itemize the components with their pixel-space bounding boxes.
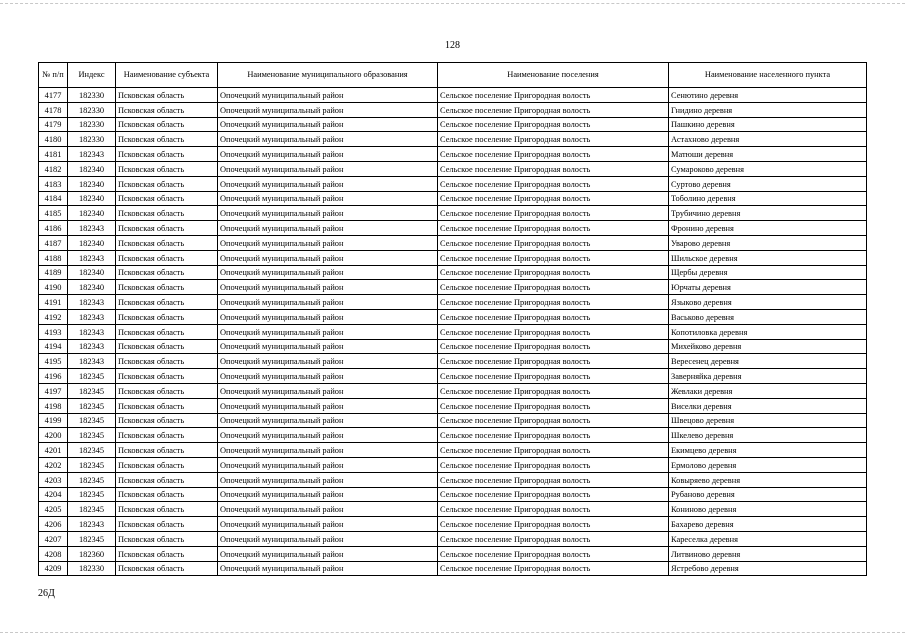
scan-edge-top — [0, 3, 905, 4]
cell-index: 182340 — [68, 235, 116, 250]
cell-subject: Псковская область — [116, 102, 218, 117]
cell-settlement: Сельское поселение Пригородная волость — [438, 339, 669, 354]
cell-municipality: Опочецкий муниципальный район — [218, 117, 438, 132]
cell-number: 4180 — [39, 132, 68, 147]
cell-locality: Ковыряево деревня — [669, 472, 867, 487]
cell-settlement: Сельское поселение Пригородная волость — [438, 309, 669, 324]
cell-number: 4193 — [39, 324, 68, 339]
cell-municipality: Опочецкий муниципальный район — [218, 502, 438, 517]
cell-number: 4183 — [39, 176, 68, 191]
table-row — [39, 502, 867, 517]
cell-settlement: Сельское поселение Пригородная волость — [438, 280, 669, 295]
cell-index: 182343 — [68, 295, 116, 310]
cell-number: 4181 — [39, 147, 68, 162]
cell-municipality: Опочецкий муниципальный район — [218, 102, 438, 117]
cell-subject: Псковская область — [116, 398, 218, 413]
cell-settlement: Сельское поселение Пригородная волость — [438, 221, 669, 236]
table-row — [39, 324, 867, 339]
cell-subject: Псковская область — [116, 176, 218, 191]
cell-subject: Псковская область — [116, 339, 218, 354]
cell-number: 4190 — [39, 280, 68, 295]
cell-subject: Псковская область — [116, 428, 218, 443]
table-row — [39, 369, 867, 384]
cell-municipality: Опочецкий муниципальный район — [218, 487, 438, 502]
cell-subject: Псковская область — [116, 117, 218, 132]
scan-edge-bottom — [0, 632, 905, 633]
cell-municipality: Опочецкий муниципальный район — [218, 324, 438, 339]
table-row — [39, 354, 867, 369]
cell-subject: Псковская область — [116, 221, 218, 236]
cell-settlement: Сельское поселение Пригородная волость — [438, 398, 669, 413]
cell-number: 4184 — [39, 191, 68, 206]
cell-municipality: Опочецкий муниципальный район — [218, 250, 438, 265]
cell-index: 182345 — [68, 531, 116, 546]
cell-settlement: Сельское поселение Пригородная волость — [438, 487, 669, 502]
cell-subject: Псковская область — [116, 457, 218, 472]
cell-settlement: Сельское поселение Пригородная волость — [438, 265, 669, 280]
cell-subject: Псковская область — [116, 309, 218, 324]
header-settlement: Наименование поселения — [438, 63, 669, 88]
cell-settlement: Сельское поселение Пригородная волость — [438, 191, 669, 206]
cell-municipality: Опочецкий муниципальный район — [218, 295, 438, 310]
cell-locality: Шильское деревня — [669, 250, 867, 265]
cell-locality: Шкелево деревня — [669, 428, 867, 443]
cell-number: 4189 — [39, 265, 68, 280]
cell-subject: Псковская область — [116, 369, 218, 384]
cell-municipality: Опочецкий муниципальный район — [218, 354, 438, 369]
cell-settlement: Сельское поселение Пригородная волость — [438, 561, 669, 576]
table-row — [39, 250, 867, 265]
table-row — [39, 443, 867, 458]
cell-locality: Фронино деревня — [669, 221, 867, 236]
cell-index: 182345 — [68, 443, 116, 458]
cell-municipality: Опочецкий муниципальный район — [218, 176, 438, 191]
cell-index: 182330 — [68, 88, 116, 103]
cell-municipality: Опочецкий муниципальный район — [218, 265, 438, 280]
cell-locality: Кареселка деревня — [669, 531, 867, 546]
cell-settlement: Сельское поселение Пригородная волость — [438, 546, 669, 561]
cell-settlement: Сельское поселение Пригородная волость — [438, 502, 669, 517]
cell-locality: Сумароково деревня — [669, 161, 867, 176]
cell-subject: Псковская область — [116, 502, 218, 517]
cell-subject: Псковская область — [116, 235, 218, 250]
table-row — [39, 102, 867, 117]
cell-subject: Псковская область — [116, 472, 218, 487]
cell-index: 182340 — [68, 161, 116, 176]
cell-number: 4208 — [39, 546, 68, 561]
cell-locality: Юрчаты деревня — [669, 280, 867, 295]
cell-locality: Васьково деревня — [669, 309, 867, 324]
table-header-row — [39, 63, 867, 88]
cell-subject: Псковская область — [116, 295, 218, 310]
cell-subject: Псковская область — [116, 324, 218, 339]
cell-number: 4186 — [39, 221, 68, 236]
cell-locality: Астахново деревня — [669, 132, 867, 147]
cell-municipality: Опочецкий муниципальный район — [218, 457, 438, 472]
cell-municipality: Опочецкий муниципальный район — [218, 531, 438, 546]
table-row — [39, 413, 867, 428]
cell-locality: Сенютино деревня — [669, 88, 867, 103]
cell-settlement: Сельское поселение Пригородная волость — [438, 132, 669, 147]
cell-number: 4206 — [39, 517, 68, 532]
cell-number: 4202 — [39, 457, 68, 472]
cell-number: 4191 — [39, 295, 68, 310]
cell-settlement: Сельское поселение Пригородная волость — [438, 531, 669, 546]
table-row — [39, 206, 867, 221]
table-row — [39, 472, 867, 487]
cell-locality: Вересенец деревня — [669, 354, 867, 369]
cell-number: 4187 — [39, 235, 68, 250]
table-row — [39, 265, 867, 280]
table-row — [39, 339, 867, 354]
cell-municipality: Опочецкий муниципальный район — [218, 88, 438, 103]
cell-index: 182340 — [68, 206, 116, 221]
cell-index: 182340 — [68, 191, 116, 206]
cell-number: 4194 — [39, 339, 68, 354]
cell-subject: Псковская область — [116, 206, 218, 221]
cell-locality: Пашкино деревня — [669, 117, 867, 132]
cell-index: 182345 — [68, 413, 116, 428]
cell-municipality: Опочецкий муниципальный район — [218, 561, 438, 576]
cell-locality: Суртово деревня — [669, 176, 867, 191]
cell-number: 4199 — [39, 413, 68, 428]
cell-municipality: Опочецкий муниципальный район — [218, 221, 438, 236]
cell-locality: Уварово деревня — [669, 235, 867, 250]
cell-number: 4177 — [39, 88, 68, 103]
cell-settlement: Сельское поселение Пригородная волость — [438, 324, 669, 339]
cell-municipality: Опочецкий муниципальный район — [218, 369, 438, 384]
cell-number: 4205 — [39, 502, 68, 517]
cell-locality: Матюши деревня — [669, 147, 867, 162]
cell-locality: Екимцево деревня — [669, 443, 867, 458]
cell-municipality: Опочецкий муниципальный район — [218, 517, 438, 532]
cell-number: 4179 — [39, 117, 68, 132]
cell-subject: Псковская область — [116, 191, 218, 206]
cell-settlement: Сельское поселение Пригородная волость — [438, 147, 669, 162]
cell-index: 182343 — [68, 517, 116, 532]
cell-locality: Рубаново деревня — [669, 487, 867, 502]
cell-locality: Литвиново деревня — [669, 546, 867, 561]
cell-municipality: Опочецкий муниципальный район — [218, 383, 438, 398]
cell-index: 182343 — [68, 147, 116, 162]
cell-locality: Бахарево деревня — [669, 517, 867, 532]
cell-municipality: Опочецкий муниципальный район — [218, 546, 438, 561]
cell-index: 182330 — [68, 132, 116, 147]
cell-subject: Псковская область — [116, 561, 218, 576]
table-row — [39, 280, 867, 295]
cell-settlement: Сельское поселение Пригородная волость — [438, 428, 669, 443]
cell-settlement: Сельское поселение Пригородная волость — [438, 457, 669, 472]
cell-subject: Псковская область — [116, 250, 218, 265]
cell-number: 4195 — [39, 354, 68, 369]
cell-index: 182345 — [68, 383, 116, 398]
cell-settlement: Сельское поселение Пригородная волость — [438, 383, 669, 398]
table-row — [39, 132, 867, 147]
cell-subject: Псковская область — [116, 280, 218, 295]
cell-index: 182330 — [68, 117, 116, 132]
cell-settlement: Сельское поселение Пригородная волость — [438, 295, 669, 310]
cell-index: 182345 — [68, 487, 116, 502]
cell-number: 4207 — [39, 531, 68, 546]
table-row — [39, 546, 867, 561]
cell-subject: Псковская область — [116, 147, 218, 162]
cell-municipality: Опочецкий муниципальный район — [218, 280, 438, 295]
cell-subject: Псковская область — [116, 546, 218, 561]
cell-number: 4209 — [39, 561, 68, 576]
cell-municipality: Опочецкий муниципальный район — [218, 428, 438, 443]
cell-index: 182343 — [68, 221, 116, 236]
cell-index: 182345 — [68, 428, 116, 443]
cell-municipality: Опочецкий муниципальный район — [218, 309, 438, 324]
table-row — [39, 398, 867, 413]
cell-subject: Псковская область — [116, 161, 218, 176]
cell-subject: Псковская область — [116, 354, 218, 369]
table-body — [39, 88, 867, 576]
cell-number: 4188 — [39, 250, 68, 265]
cell-settlement: Сельское поселение Пригородная волость — [438, 250, 669, 265]
cell-municipality: Опочецкий муниципальный район — [218, 339, 438, 354]
cell-municipality: Опочецкий муниципальный район — [218, 398, 438, 413]
cell-settlement: Сельское поселение Пригородная волость — [438, 369, 669, 384]
cell-municipality: Опочецкий муниципальный район — [218, 413, 438, 428]
cell-locality: Тоболино деревня — [669, 191, 867, 206]
cell-settlement: Сельское поселение Пригородная волость — [438, 102, 669, 117]
cell-index: 182345 — [68, 369, 116, 384]
cell-index: 182343 — [68, 324, 116, 339]
cell-locality: Кониново деревня — [669, 502, 867, 517]
cell-index: 182345 — [68, 398, 116, 413]
cell-number: 4197 — [39, 383, 68, 398]
cell-number: 4178 — [39, 102, 68, 117]
cell-settlement: Сельское поселение Пригородная волость — [438, 517, 669, 532]
cell-municipality: Опочецкий муниципальный район — [218, 147, 438, 162]
cell-settlement: Сельское поселение Пригородная волость — [438, 117, 669, 132]
cell-number: 4192 — [39, 309, 68, 324]
table-row — [39, 235, 867, 250]
header-number: № п/п — [39, 63, 68, 88]
cell-locality: Михейково деревня — [669, 339, 867, 354]
cell-subject: Псковская область — [116, 383, 218, 398]
table-row — [39, 561, 867, 576]
cell-subject: Псковская область — [116, 443, 218, 458]
cell-settlement: Сельское поселение Пригородная волость — [438, 161, 669, 176]
cell-index: 182343 — [68, 339, 116, 354]
cell-index: 182345 — [68, 502, 116, 517]
cell-index: 182330 — [68, 102, 116, 117]
cell-locality: Щербы деревня — [669, 265, 867, 280]
cell-number: 4196 — [39, 369, 68, 384]
cell-number: 4203 — [39, 472, 68, 487]
cell-index: 182343 — [68, 250, 116, 265]
cell-locality: Ермолово деревня — [669, 457, 867, 472]
cell-municipality: Опочецкий муниципальный район — [218, 191, 438, 206]
cell-number: 4204 — [39, 487, 68, 502]
table-row — [39, 309, 867, 324]
cell-locality: Языково деревня — [669, 295, 867, 310]
cell-settlement: Сельское поселение Пригородная волость — [438, 88, 669, 103]
header-locality: Наименование населенного пункта — [669, 63, 867, 88]
table-row — [39, 176, 867, 191]
cell-subject: Псковская область — [116, 132, 218, 147]
cell-settlement: Сельское поселение Пригородная волость — [438, 472, 669, 487]
page-number: 128 — [445, 40, 460, 51]
cell-locality: Трубичино деревня — [669, 206, 867, 221]
cell-locality: Заверняйка деревня — [669, 369, 867, 384]
cell-municipality: Опочецкий муниципальный район — [218, 472, 438, 487]
cell-subject: Псковская область — [116, 517, 218, 532]
cell-municipality: Опочецкий муниципальный район — [218, 206, 438, 221]
header-subject: Наименование субъекта — [116, 63, 218, 88]
cell-index: 182340 — [68, 280, 116, 295]
header-index: Индекс — [68, 63, 116, 88]
footer-code: 26Д — [38, 588, 55, 599]
cell-number: 4185 — [39, 206, 68, 221]
cell-municipality: Опочецкий муниципальный район — [218, 235, 438, 250]
settlements-table — [38, 62, 867, 576]
cell-settlement: Сельское поселение Пригородная волость — [438, 235, 669, 250]
cell-number: 4198 — [39, 398, 68, 413]
table-row — [39, 517, 867, 532]
cell-locality: Ястребово деревня — [669, 561, 867, 576]
cell-municipality: Опочецкий муниципальный район — [218, 161, 438, 176]
header-municipality: Наименование муниципального образования — [218, 63, 438, 88]
table-row — [39, 88, 867, 103]
table-row — [39, 161, 867, 176]
cell-municipality: Опочецкий муниципальный район — [218, 443, 438, 458]
cell-settlement: Сельское поселение Пригородная волость — [438, 443, 669, 458]
cell-subject: Псковская область — [116, 531, 218, 546]
cell-number: 4182 — [39, 161, 68, 176]
cell-subject: Псковская область — [116, 88, 218, 103]
table-row — [39, 487, 867, 502]
cell-settlement: Сельское поселение Пригородная волость — [438, 413, 669, 428]
cell-subject: Псковская область — [116, 413, 218, 428]
table-row — [39, 191, 867, 206]
cell-subject: Псковская область — [116, 265, 218, 280]
cell-index: 182345 — [68, 457, 116, 472]
cell-locality: Жевлаки деревня — [669, 383, 867, 398]
table-row — [39, 457, 867, 472]
cell-municipality: Опочецкий муниципальный район — [218, 132, 438, 147]
table-row — [39, 383, 867, 398]
cell-locality: Швецово деревня — [669, 413, 867, 428]
cell-index: 182340 — [68, 265, 116, 280]
cell-settlement: Сельское поселение Пригородная волость — [438, 176, 669, 191]
cell-settlement: Сельское поселение Пригородная волость — [438, 354, 669, 369]
table-row — [39, 428, 867, 443]
cell-locality: Гнидино деревня — [669, 102, 867, 117]
cell-index: 182343 — [68, 309, 116, 324]
cell-index: 182330 — [68, 561, 116, 576]
cell-index: 182360 — [68, 546, 116, 561]
cell-index: 182343 — [68, 354, 116, 369]
cell-subject: Псковская область — [116, 487, 218, 502]
table-row — [39, 221, 867, 236]
cell-locality: Копотиловка деревня — [669, 324, 867, 339]
table-row — [39, 147, 867, 162]
cell-locality: Виселки деревня — [669, 398, 867, 413]
table-row — [39, 295, 867, 310]
cell-settlement: Сельское поселение Пригородная волость — [438, 206, 669, 221]
cell-index: 182340 — [68, 176, 116, 191]
table-row — [39, 117, 867, 132]
table-row — [39, 531, 867, 546]
cell-index: 182345 — [68, 472, 116, 487]
cell-number: 4200 — [39, 428, 68, 443]
cell-number: 4201 — [39, 443, 68, 458]
